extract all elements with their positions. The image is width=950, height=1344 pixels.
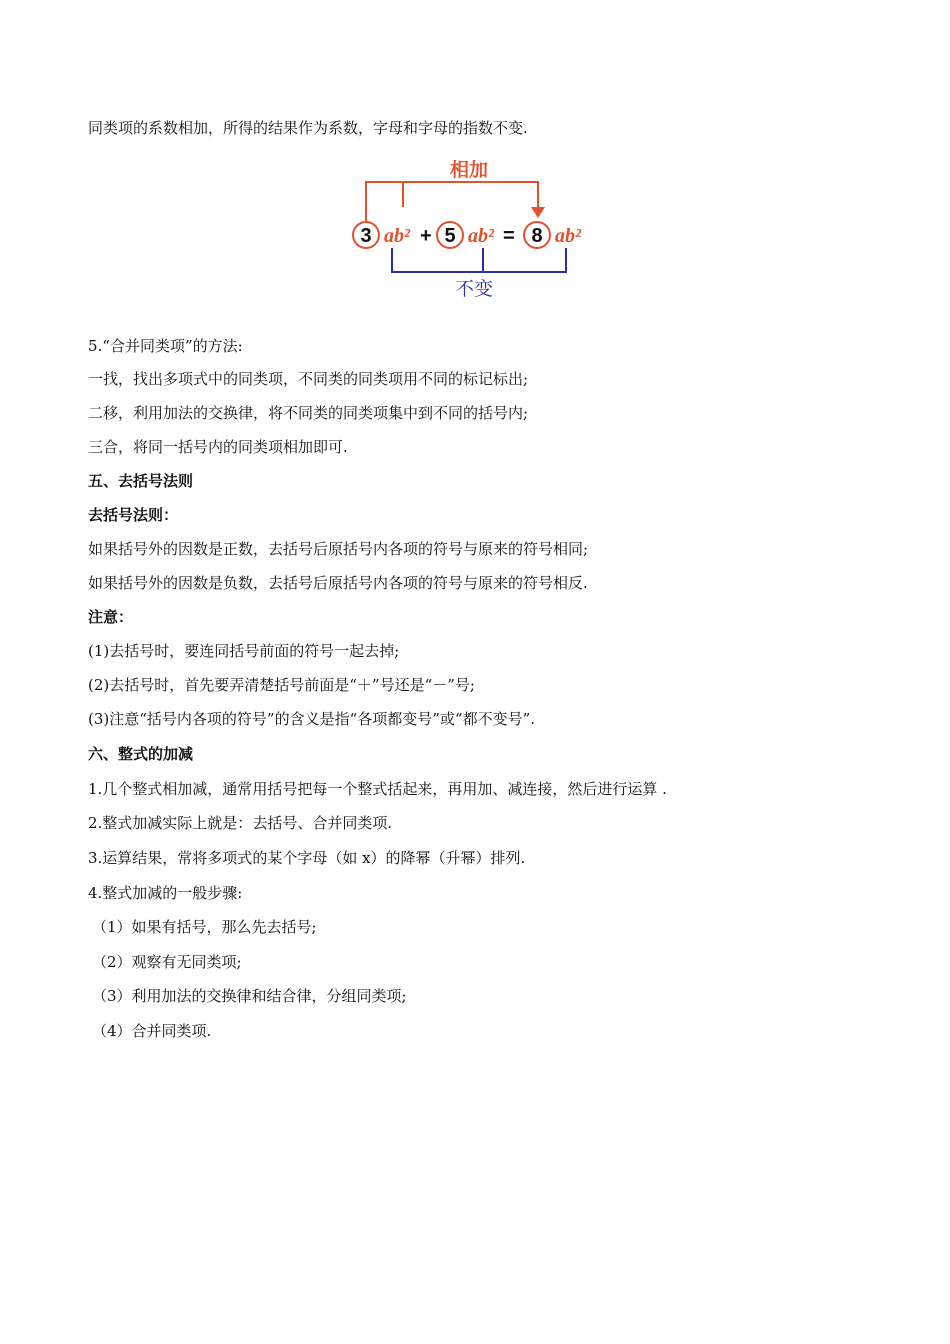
note2: (2)去括号时，首先要弄清楚括号前面是“＋”号还是“－”号;	[88, 676, 475, 694]
term3: ab²	[555, 225, 581, 247]
rule2: 如果括号外的因数是负数，去括号后原括号内各项的符号与原来的符号相反.	[88, 574, 588, 592]
section6-step2: （2）观察有无同类项;	[92, 953, 242, 971]
bottom-bracket	[392, 248, 566, 272]
section6-step1: （1）如果有括号，那么先去括号;	[92, 918, 317, 936]
section6-item1: 1.几个整式相加减，通常用括号把每一个整式括起来，再用加、减连接，然后进行运算 .	[88, 780, 667, 798]
section6-item2: 2.整式加减实际上就是：去括号、合并同类项.	[88, 814, 393, 832]
like-terms-diagram	[340, 152, 600, 302]
term2: ab²	[468, 225, 494, 247]
section5-subtitle: 去括号法则：	[88, 506, 179, 524]
section6-item4: 4.整式加减的一般步骤:	[88, 884, 243, 902]
top-label: 相加	[449, 160, 489, 181]
plus-sign: +	[420, 225, 432, 247]
bracket-left	[366, 182, 403, 222]
section6-step4: （4）合并同类项.	[92, 1022, 212, 1040]
section6-title: 六、整式的加减	[88, 745, 194, 763]
method-step2: 二移，利用加法的交换律，将不同类的同类项集中到不同的括号内;	[88, 404, 529, 422]
section6-step3: （3）利用加法的交换律和结合律，分组同类项;	[92, 987, 407, 1005]
equals-sign: =	[503, 225, 515, 247]
method-step1: 一找，找出多项式中的同类项，不同类的同类项用不同的标记标出;	[88, 370, 529, 388]
rule1: 如果括号外的因数是正数，去括号后原括号内各项的符号与原来的符号相同;	[88, 540, 589, 558]
method-step3: 三合，将同一括号内的同类项相加即可.	[88, 438, 348, 456]
intro-text: 同类项的系数相加，所得的结果作为系数，字母和字母的指数不变.	[88, 119, 528, 137]
section5-title: 五、去括号法则	[88, 472, 194, 490]
section6-item3: 3.运算结果，常将多项式的某个字母（如 x）的降幂（升幂）排列.	[88, 849, 526, 867]
arrow-head-icon	[531, 207, 545, 218]
bracket-right	[403, 182, 538, 210]
term1: ab²	[384, 225, 410, 247]
bracket-bottom-left	[392, 248, 483, 272]
coef3: 8	[531, 225, 543, 247]
coef1: 3	[360, 225, 372, 247]
bottom-label: 不变	[454, 279, 494, 300]
note-title: 注意：	[88, 608, 134, 626]
method-heading: 5.“合并同类项”的方法:	[88, 337, 243, 355]
note3: (3)注意“括号内各项的符号”的含义是指“各项都变号”或“都不变号”.	[88, 710, 536, 728]
note1: (1)去括号时，要连同括号前面的符号一起去掉;	[88, 642, 400, 660]
top-bracket	[366, 182, 538, 222]
bracket-bottom-right	[483, 248, 566, 272]
coef2: 5	[444, 225, 456, 247]
